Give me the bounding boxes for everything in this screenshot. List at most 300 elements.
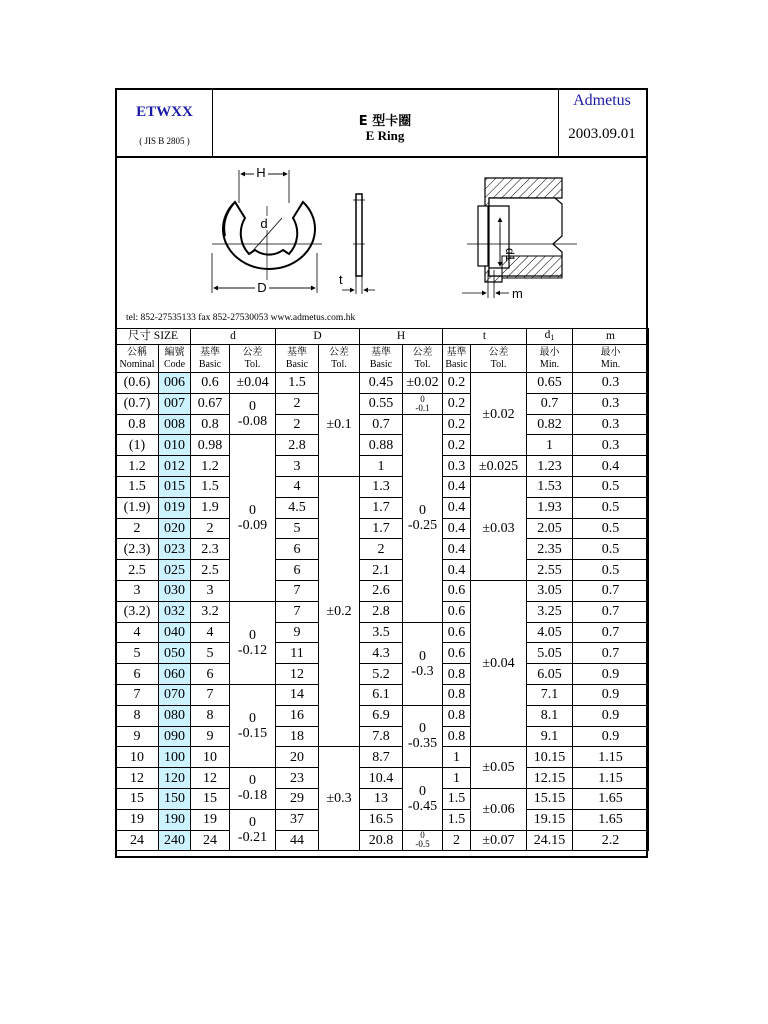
H-basic: 2.1 <box>360 560 403 581</box>
tolerance-upper: ±0.03 <box>482 520 515 536</box>
table-row <box>116 601 649 622</box>
nominal-size: 1.5 <box>116 476 159 497</box>
part-code: 010 <box>159 435 191 456</box>
table-row <box>116 580 649 601</box>
tolerance-lower: -0.3 <box>411 663 434 679</box>
d-tol-cell <box>230 684 276 767</box>
column-header <box>573 345 649 373</box>
d-tol-cell <box>230 809 276 851</box>
col-group-D: D <box>276 329 360 345</box>
column-header-cn: 公差 Tol. <box>412 347 433 370</box>
table-row <box>116 456 649 477</box>
d1-min: 7.1 <box>527 684 573 705</box>
H-basic: 13 <box>360 788 403 809</box>
d1-min: 5.05 <box>527 643 573 664</box>
d1-min: 15.15 <box>527 788 573 809</box>
table-body <box>116 329 649 851</box>
d-basic: 1.5 <box>191 476 230 497</box>
m-min: 0.9 <box>573 705 649 726</box>
D-tol-cell <box>319 476 360 746</box>
t-basic: 0.4 <box>443 476 471 497</box>
t-basic: 0.6 <box>443 601 471 622</box>
groove-section-view <box>462 178 577 301</box>
table-row <box>116 518 649 539</box>
H-basic: 10.4 <box>360 768 403 789</box>
D-basic: 6 <box>276 560 319 581</box>
tolerance-upper: 0 <box>419 721 426 737</box>
tolerance-upper: 0 <box>419 503 426 519</box>
table-row <box>116 747 649 768</box>
H-basic: 0.55 <box>360 393 403 414</box>
label-t: t <box>339 272 343 287</box>
col-group-size: 尺寸 SIZE <box>116 329 191 345</box>
table-row <box>116 476 649 497</box>
t-basic: 0.8 <box>443 664 471 685</box>
nominal-size: 2.5 <box>116 560 159 581</box>
d1-min: 2.05 <box>527 518 573 539</box>
tolerance-upper: ±0.06 <box>482 801 515 817</box>
nominal-size: 9 <box>116 726 159 747</box>
header-brand-cell <box>558 90 646 156</box>
label-d1: d1 <box>503 248 517 262</box>
tolerance-lower: -0.21 <box>237 830 268 846</box>
column-header-cn: 公差 Tol. <box>488 347 509 370</box>
col-group-H: H <box>360 329 443 345</box>
t-basic: 0.3 <box>443 456 471 477</box>
col-group-t: t <box>443 329 527 345</box>
d-basic: 8 <box>191 705 230 726</box>
d1-min: 0.82 <box>527 414 573 435</box>
t-basic: 1.5 <box>443 809 471 830</box>
table-row <box>116 643 649 664</box>
nominal-size: 19 <box>116 809 159 830</box>
m-min: 0.5 <box>573 518 649 539</box>
d-basic: 2.3 <box>191 539 230 560</box>
nominal-size: (0.6) <box>116 373 159 394</box>
d-basic: 6 <box>191 664 230 685</box>
table-row <box>116 726 649 747</box>
tolerance-upper: 0 <box>419 648 426 664</box>
nominal-size: 15 <box>116 788 159 809</box>
part-code: 030 <box>159 580 191 601</box>
table-row <box>116 497 649 518</box>
part-code: 019 <box>159 497 191 518</box>
d-basic: 3.2 <box>191 601 230 622</box>
t-tol-cell <box>471 747 527 789</box>
D-basic: 6 <box>276 539 319 560</box>
part-code: 023 <box>159 539 191 560</box>
table-row <box>116 830 649 851</box>
d1-min: 1.23 <box>527 456 573 477</box>
nominal-size: (1.9) <box>116 497 159 518</box>
brand-name: Admetus <box>573 92 631 109</box>
label-d: d <box>260 216 268 231</box>
H-basic: 2.6 <box>360 580 403 601</box>
H-basic: 6.1 <box>360 684 403 705</box>
column-header <box>360 345 403 373</box>
part-code: 012 <box>159 456 191 477</box>
table-row <box>116 414 649 435</box>
t-basic: 0.6 <box>443 622 471 643</box>
d-tol-cell <box>230 373 276 394</box>
part-code: 015 <box>159 476 191 497</box>
table-row <box>116 393 649 414</box>
tolerance-upper: 0 <box>249 773 256 789</box>
m-min: 0.3 <box>573 393 649 414</box>
header-row-groups <box>116 329 649 345</box>
H-tol-cell <box>403 705 443 767</box>
d-tol-cell <box>230 601 276 684</box>
d1-min: 9.1 <box>527 726 573 747</box>
D-basic: 18 <box>276 726 319 747</box>
e-ring-drawing <box>117 158 646 328</box>
part-code: 190 <box>159 809 191 830</box>
nominal-size: (3.2) <box>116 601 159 622</box>
D-basic: 3 <box>276 456 319 477</box>
D-basic: 4 <box>276 476 319 497</box>
H-basic: 1.3 <box>360 476 403 497</box>
column-header <box>191 345 230 373</box>
H-basic: 20.8 <box>360 830 403 851</box>
tolerance-lower: -0.08 <box>237 414 268 430</box>
D-tol-cell <box>319 373 360 477</box>
D-basic: 20 <box>276 747 319 768</box>
D-basic: 5 <box>276 518 319 539</box>
part-code: 040 <box>159 622 191 643</box>
part-code: 090 <box>159 726 191 747</box>
H-tol-cell <box>403 373 443 394</box>
d-basic: 0.6 <box>191 373 230 394</box>
tolerance-upper: 0 <box>249 711 256 727</box>
d1-min: 0.7 <box>527 393 573 414</box>
tolerance-lower: -0.18 <box>237 788 268 804</box>
d-basic: 7 <box>191 684 230 705</box>
m-min: 0.9 <box>573 726 649 747</box>
part-code: 006 <box>159 373 191 394</box>
d1-min: 2.55 <box>527 560 573 581</box>
d-basic: 10 <box>191 747 230 768</box>
standard-ref: ( JIS B 2805 ) <box>139 136 190 146</box>
tolerance-lower: -0.35 <box>407 736 438 752</box>
tolerance-upper: ±0.07 <box>482 832 515 848</box>
nominal-size: 8 <box>116 705 159 726</box>
H-tol-cell <box>403 768 443 830</box>
part-code: 050 <box>159 643 191 664</box>
H-basic: 6.9 <box>360 705 403 726</box>
d-basic: 1.2 <box>191 456 230 477</box>
t-tol-cell <box>471 373 527 456</box>
tolerance-lower: -0.5 <box>415 839 430 850</box>
m-min: 0.5 <box>573 539 649 560</box>
D-basic: 7 <box>276 601 319 622</box>
product-code: ETWXX <box>136 104 193 120</box>
H-tol-cell <box>403 830 443 851</box>
H-basic: 7.8 <box>360 726 403 747</box>
tolerance-upper: ±0.3 <box>326 791 352 807</box>
spec-sheet <box>115 88 648 851</box>
ring-front-view <box>212 165 322 295</box>
H-basic: 4.3 <box>360 643 403 664</box>
column-header <box>276 345 319 373</box>
t-tol-cell <box>471 580 527 746</box>
d1-min: 1.93 <box>527 497 573 518</box>
d1-min: 3.25 <box>527 601 573 622</box>
m-min: 0.3 <box>573 435 649 456</box>
t-basic: 0.4 <box>443 539 471 560</box>
tolerance-upper: 0 <box>249 815 256 831</box>
H-basic: 1.7 <box>360 497 403 518</box>
nominal-size: 4 <box>116 622 159 643</box>
d1-min: 4.05 <box>527 622 573 643</box>
part-code: 070 <box>159 684 191 705</box>
title-chinese: E 型卡圈 <box>358 114 412 129</box>
H-basic: 0.45 <box>360 373 403 394</box>
header-block <box>115 88 648 158</box>
d1-min: 2.35 <box>527 539 573 560</box>
d-basic: 12 <box>191 768 230 789</box>
d-basic: 24 <box>191 830 230 851</box>
m-min: 0.4 <box>573 456 649 477</box>
t-basic: 2 <box>443 830 471 851</box>
column-header-cn: 基準 Basic <box>369 347 393 370</box>
part-code: 150 <box>159 788 191 809</box>
part-code: 120 <box>159 768 191 789</box>
header-code-cell <box>117 90 213 156</box>
column-header-cn: 最小 Min. <box>539 347 560 370</box>
D-basic: 2 <box>276 393 319 414</box>
t-basic: 0.4 <box>443 518 471 539</box>
d1-min: 19.15 <box>527 809 573 830</box>
t-basic: 0.4 <box>443 497 471 518</box>
label-D: D <box>257 280 267 295</box>
H-basic: 0.88 <box>360 435 403 456</box>
d1-min: 1 <box>527 435 573 456</box>
m-min: 0.7 <box>573 601 649 622</box>
column-header-cn: 最小 Min. <box>600 347 621 370</box>
d1-min: 8.1 <box>527 705 573 726</box>
column-header <box>471 345 527 373</box>
d-basic: 2.5 <box>191 560 230 581</box>
table-row <box>116 622 649 643</box>
label-H: H <box>256 165 266 180</box>
H-tol-cell <box>403 622 443 705</box>
table-row <box>116 788 649 809</box>
dimension-table <box>115 328 649 851</box>
t-tol-cell <box>471 830 527 851</box>
D-basic: 12 <box>276 664 319 685</box>
d-basic: 5 <box>191 643 230 664</box>
d-basic: 1.9 <box>191 497 230 518</box>
m-min: 0.7 <box>573 580 649 601</box>
tolerance-upper: 0 <box>249 503 256 519</box>
tolerance-upper: ±0.025 <box>478 458 519 474</box>
table-row <box>116 768 649 789</box>
D-basic: 1.5 <box>276 373 319 394</box>
d1-min: 3.05 <box>527 580 573 601</box>
D-basic: 44 <box>276 830 319 851</box>
part-code: 240 <box>159 830 191 851</box>
m-min: 0.9 <box>573 664 649 685</box>
part-code: 060 <box>159 664 191 685</box>
m-min: 0.5 <box>573 476 649 497</box>
part-code: 032 <box>159 601 191 622</box>
t-basic: 0.2 <box>443 373 471 394</box>
tolerance-upper: ±0.02 <box>406 375 439 391</box>
d-basic: 3 <box>191 580 230 601</box>
part-code: 080 <box>159 705 191 726</box>
H-basic: 5.2 <box>360 664 403 685</box>
column-header-cn: 公差 Tol. <box>242 347 263 370</box>
tolerance-upper: ±0.05 <box>482 760 515 776</box>
part-code: 100 <box>159 747 191 768</box>
t-tol-cell <box>471 476 527 580</box>
d-basic: 9 <box>191 726 230 747</box>
t-basic: 0.2 <box>443 414 471 435</box>
column-header <box>527 345 573 373</box>
d-basic: 19 <box>191 809 230 830</box>
d-basic: 4 <box>191 622 230 643</box>
nominal-size: 6 <box>116 664 159 685</box>
tolerance-lower: -0.45 <box>407 798 438 814</box>
table-row <box>116 684 649 705</box>
table-row <box>116 664 649 685</box>
D-basic: 14 <box>276 684 319 705</box>
d1-min: 0.65 <box>527 373 573 394</box>
tolerance-upper: ±0.02 <box>482 406 515 422</box>
t-basic: 0.8 <box>443 705 471 726</box>
nominal-size: 10 <box>116 747 159 768</box>
col-group-m: m <box>573 329 649 345</box>
column-header-cn: 基準 Basic <box>445 347 468 370</box>
H-basic: 2.8 <box>360 601 403 622</box>
d1-min: 6.05 <box>527 664 573 685</box>
H-tol-cell <box>403 414 443 622</box>
t-basic: 0.4 <box>443 560 471 581</box>
t-basic: 1.5 <box>443 788 471 809</box>
table-row <box>116 705 649 726</box>
t-basic: 0.2 <box>443 435 471 456</box>
tolerance-upper: ±0.1 <box>326 416 352 432</box>
D-basic: 7 <box>276 580 319 601</box>
tolerance-upper: 0 <box>420 393 425 404</box>
column-header-cn: 公差 Tol. <box>329 347 349 370</box>
t-tol-cell <box>471 456 527 477</box>
m-min: 1.15 <box>573 768 649 789</box>
label-m: m <box>512 286 523 301</box>
m-min: 1.65 <box>573 788 649 809</box>
column-header <box>319 345 360 373</box>
nominal-size: (0.7) <box>116 393 159 414</box>
tolerance-lower: -0.15 <box>237 726 268 742</box>
D-basic: 29 <box>276 788 319 809</box>
part-code: 020 <box>159 518 191 539</box>
t-basic: 1 <box>443 768 471 789</box>
t-basic: 0.8 <box>443 684 471 705</box>
part-code: 007 <box>159 393 191 414</box>
d1-min: 10.15 <box>527 747 573 768</box>
H-basic: 3.5 <box>360 622 403 643</box>
d1-min: 24.15 <box>527 830 573 851</box>
d-basic: 2 <box>191 518 230 539</box>
table-row <box>116 809 649 830</box>
m-min: 0.7 <box>573 622 649 643</box>
column-header-cn: 基準 Basic <box>198 347 222 370</box>
tolerance-upper: ±0.04 <box>482 656 515 672</box>
tolerance-lower: -0.25 <box>407 518 438 534</box>
tolerance-upper: ±0.04 <box>236 375 269 391</box>
tolerance-upper: 0 <box>419 783 426 799</box>
table-row <box>116 435 649 456</box>
m-min: 1.15 <box>573 747 649 768</box>
table-row <box>116 560 649 581</box>
nominal-size: 5 <box>116 643 159 664</box>
H-tol-cell <box>403 393 443 414</box>
t-basic: 0.8 <box>443 726 471 747</box>
H-basic: 1.7 <box>360 518 403 539</box>
header-title-cell <box>212 90 559 156</box>
D-basic: 2.8 <box>276 435 319 456</box>
tolerance-upper: 0 <box>249 627 256 643</box>
column-header <box>159 345 191 373</box>
column-header <box>116 345 159 373</box>
col-group-d1 <box>527 329 573 345</box>
m-min: 1.65 <box>573 809 649 830</box>
tolerance-lower: -0.12 <box>237 642 268 658</box>
H-basic: 1 <box>360 456 403 477</box>
contact-info: tel: 852-27535133 fax 852-27530053 www.admetus.com.hk <box>126 313 356 323</box>
t-basic: 0.6 <box>443 580 471 601</box>
H-basic: 0.7 <box>360 414 403 435</box>
issue-date: 2003.09.01 <box>568 126 636 142</box>
nominal-size: 3 <box>116 580 159 601</box>
column-header <box>403 345 443 373</box>
H-basic: 2 <box>360 539 403 560</box>
d-basic: 0.8 <box>191 414 230 435</box>
t-basic: 0.2 <box>443 393 471 414</box>
nominal-size: (1) <box>116 435 159 456</box>
table-row <box>116 539 649 560</box>
m-min: 0.3 <box>573 373 649 394</box>
title-english: E Ring <box>365 128 405 143</box>
m-min: 0.5 <box>573 497 649 518</box>
drawing-area <box>115 158 648 328</box>
header-row-columns <box>116 345 649 373</box>
column-header-cn: 編號 Code <box>163 347 186 370</box>
tolerance-upper: 0 <box>420 830 425 841</box>
part-code: 025 <box>159 560 191 581</box>
D-basic: 4.5 <box>276 497 319 518</box>
d-tol-cell <box>230 768 276 810</box>
d-tol-cell <box>230 435 276 601</box>
nominal-size: 12 <box>116 768 159 789</box>
D-basic: 2 <box>276 414 319 435</box>
m-min: 0.5 <box>573 560 649 581</box>
d-tol-cell <box>230 393 276 435</box>
tolerance-lower: -0.1 <box>415 402 430 413</box>
m-min: 0.7 <box>573 643 649 664</box>
table-row <box>116 373 649 394</box>
H-basic: 16.5 <box>360 809 403 830</box>
column-header-cn: 基準 Basic <box>285 347 309 370</box>
H-basic: 8.7 <box>360 747 403 768</box>
nominal-size: 0.8 <box>116 414 159 435</box>
tolerance-upper: ±0.2 <box>326 604 352 620</box>
column-header-cn: 公稱 Nominal <box>119 347 155 370</box>
d1-letter: d <box>544 329 551 341</box>
d-basic: 0.67 <box>191 393 230 414</box>
D-basic: 11 <box>276 643 319 664</box>
D-basic: 16 <box>276 705 319 726</box>
